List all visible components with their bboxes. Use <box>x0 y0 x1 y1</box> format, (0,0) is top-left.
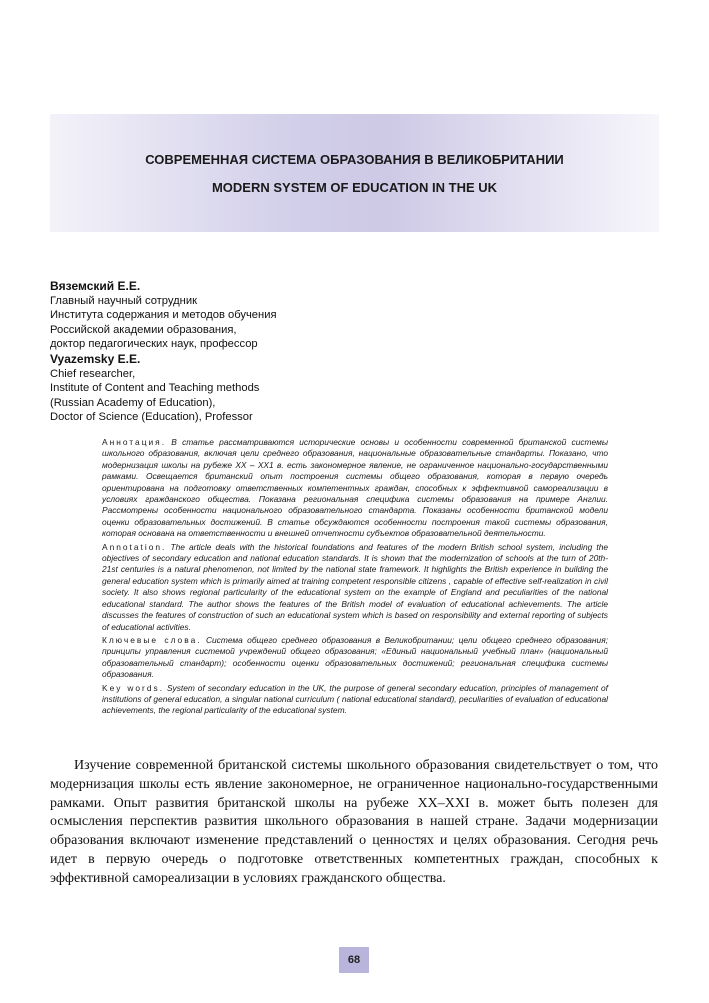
author-affiliation-line: Российской академии образования, <box>50 323 237 336</box>
abstract-ru-label: Аннотация. <box>102 437 167 447</box>
keywords-en-label: Key words. <box>102 682 165 693</box>
keywords-ru-text: Система общего среднего образования в Великобритании; цели общего среднего образования; принципы управления системой учреждений общего образования; «Единый национальный учебный план» (национальный образовательный стандарт); особенности оценки образовательных достижений; региональная специфика системы образования. <box>102 634 608 680</box>
author-affiliation-line: Doctor of Science (Education), Professor <box>50 411 253 424</box>
abstract-ru-text: В статье рассматриваются исторические основы и особенности современной британской системы школьного образования, включая цели среднего образования, национальные образовательные стандарты. Показано, что модернизация школы на рубеже XX – XX1 в. есть закономерное явление, не ограниченное национально-государственными рамками. Освещается британский опыт построения системы общего образования, которая в первую очередь ориентирована на подготовку ответственных компетентных граждан, способных к эффективной самореализации в условиях гражданского общества. Показана региональная специфика системы образования на примере Англии. Рассмотрены особенности национального образовательного стандарта. Показаны особенности британской модели оценки образовательных достижений. В статье обсуждаются особенности построения такой системы образования, которая основана на ответственности и внешней отчетности субъектов образовательной деятельности. <box>102 437 609 539</box>
author-block-ru <box>50 279 277 352</box>
body-paragraph: Изучение современной британской системы школьного образования свидетельствует о том, что модернизация школы есть явление закономерное, не ограниченное национально-государственными рамками. Опыт развития британской школы на рубеже XX–XXI в. может быть полезен для осмысления перспектив развития школьного образования в нашей стране. Задачи модернизации образования включают изменение представлений о ценностях и целях образования. Сегодня речь идет в первую очередь о подготовке ответственных компетентных граждан, способных к эффективной самореализации в условиях гражданского общества. <box>50 758 658 886</box>
author-affiliation-line: Института содержания и методов обучения <box>50 309 277 322</box>
keywords-ru <box>102 635 608 681</box>
author-affiliation-line: доктор педагогических наук, профессор <box>50 338 258 351</box>
abstract-en <box>102 542 608 633</box>
keywords-ru-label: Ключевые слова. <box>102 634 202 645</box>
author-affiliation-line: Chief researcher, <box>50 367 136 380</box>
body-text <box>50 757 658 889</box>
keywords-en-text: System of secondary education in the UK, the purpose of general secondary education, principles of management of institutions of general education, a singular national curriculum ( national educational standard), peculiarities of evaluation of educational achievements, the regional particularity of the educational system. <box>102 682 608 716</box>
article-title-ru: СОВРЕМЕННАЯ СИСТЕМА ОБРАЗОВАНИЯ В ВЕЛИКОБРИТАНИИ <box>145 152 564 167</box>
abstract-en-label: Annotation. <box>102 541 167 552</box>
keywords-en <box>102 683 608 717</box>
article-title-en: MODERN SYSTEM OF EDUCATION IN THE UK <box>211 180 498 195</box>
abstract-en-text: The article deals with the historical foundations and features of the modern British school system, including the objectives of secondary education and national education standards. It is shown that the modernization of schools at the turn of 20th-21st centuries is a natural phenomenon, not limited by the national state framework. It highlights the British experience in building the general education system which is primarily aimed at training competent responsible citizens , capable of effective self-realization in civil society. It also shows regional particularity of the educational system on the example of England and peculiarities of the national educational standard. The author shows the features of the British model of evaluation of educational achievements. The article discusses the features of construction of such an educational system which is based on responsibility and external reporting of subjects of educational activities. <box>102 541 609 632</box>
author-name-en: Vyazemsky E.E. <box>50 352 141 366</box>
title-banner <box>50 114 659 232</box>
abstracts-block <box>102 437 608 719</box>
page-number: 68 <box>339 947 369 973</box>
author-affiliation-line: Главный научный сотрудник <box>50 294 197 307</box>
author-name-ru: Вяземский Е.Е. <box>50 279 141 293</box>
author-affiliation-line: Institute of Content and Teaching methods <box>50 382 260 395</box>
author-block-en <box>50 352 259 425</box>
author-affiliation-line: (Russian Academy of Education), <box>50 396 216 409</box>
abstract-ru <box>102 437 608 540</box>
